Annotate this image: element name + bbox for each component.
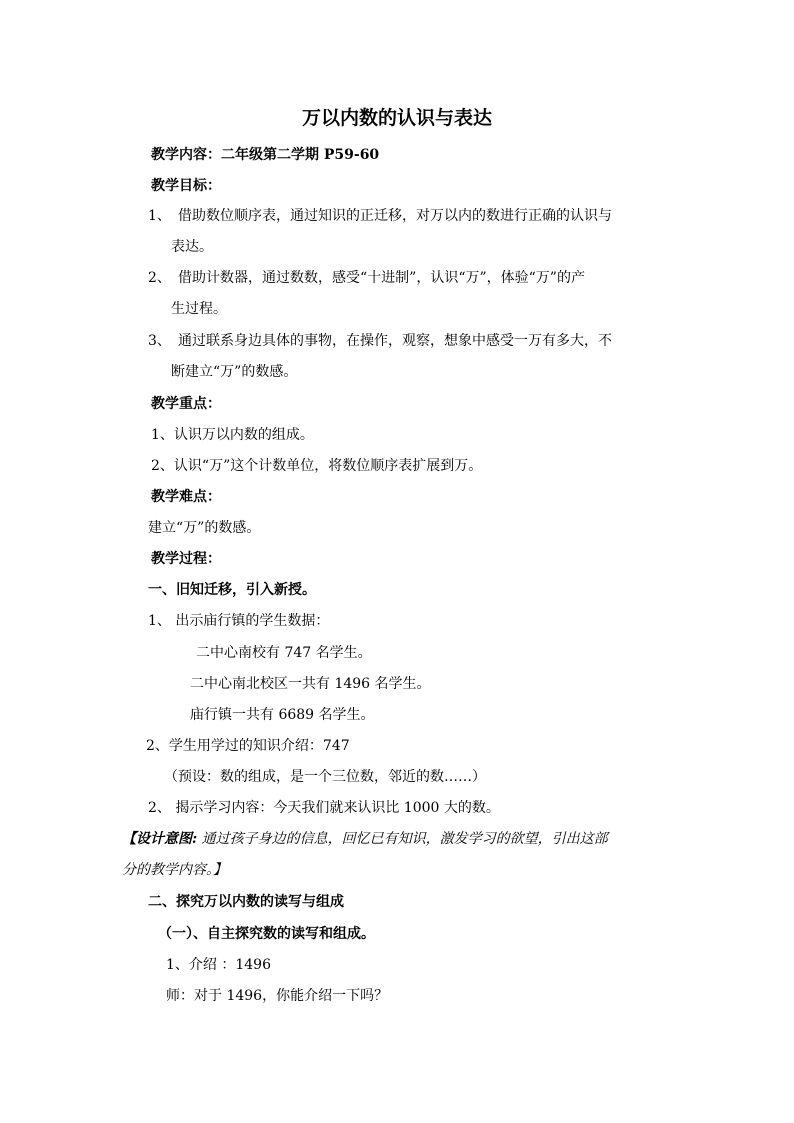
objective-2-text: 借助计数器，通过数数，感受“十进制”，认识“万”，体验“万”的产	[178, 270, 585, 286]
design-intent-line-2: 分的教学内容。】	[122, 862, 227, 878]
objective-1-continuation: 表达。	[171, 239, 213, 255]
subsection-1-heading: （一）、自主探究数的读写和组成。	[158, 926, 375, 942]
section-2-heading: 二、探究万以内数的读写与组成	[148, 894, 344, 910]
objective-3-number: 3、	[148, 333, 171, 349]
data-line-2: 二中心南北校区一共有 1496 名学生。	[190, 676, 431, 692]
data-line-1: 二中心南校有 747 名学生。	[196, 645, 372, 661]
preset-note: （预设：数的组成，是一个三位数，邻近的数……）	[164, 769, 486, 785]
objective-2-continuation: 生过程。	[171, 301, 227, 317]
process-heading: 教学过程：	[151, 551, 221, 567]
document-title: 万以内数的认识与表达	[301, 107, 492, 129]
difficulty-text: 建立“万”的数感。	[148, 520, 261, 536]
key-point-1: 1、认识万以内数的组成。	[151, 427, 314, 443]
key-point-2: 2、认识“万”这个计数单位，将数位顺序表扩展到万。	[151, 458, 483, 474]
teacher-question: 师：对于 1496，你能介绍一下吗？	[166, 988, 389, 1004]
step-2: 2、学生用学过的知识介绍：747	[146, 738, 350, 754]
objective-1-text: 借助数位顺序表，通过知识的正迁移，对万以内的数进行正确的认识与	[178, 208, 612, 224]
design-intent-label: 【设计意图:	[122, 831, 198, 847]
step-1: 1、 出示庙行镇的学生数据：	[148, 613, 330, 629]
objective-1-number: 1、	[148, 208, 171, 224]
objective-2-number: 2、	[148, 270, 171, 286]
teaching-content: 教学内容：二年级第二学期 P59-60	[151, 147, 380, 163]
difficulty-heading: 教学难点：	[151, 489, 221, 505]
design-intent-text-1: 通过孩子身边的信息，回忆已有知识，激发学习的欲望，引出这部	[197, 831, 608, 847]
objective-3-text: 通过联系身边具体的事物，在操作，观察，想象中感受一万有多大，不	[178, 333, 612, 349]
key-points-heading: 教学重点：	[151, 396, 221, 412]
section-1-heading: 一、旧知迁移，引入新授。	[148, 582, 316, 598]
data-line-3: 庙行镇一共有 6689 名学生。	[190, 707, 375, 723]
design-intent-line-1	[122, 829, 608, 849]
objectives-heading: 教学目标：	[151, 178, 221, 194]
step-3: 2、 揭示学习内容：今天我们就来认识比 1000 大的数。	[148, 800, 500, 816]
intro-line: 1、介绍 ：1496	[166, 957, 271, 973]
objective-3-continuation: 断建立“万”的数感。	[171, 364, 298, 380]
